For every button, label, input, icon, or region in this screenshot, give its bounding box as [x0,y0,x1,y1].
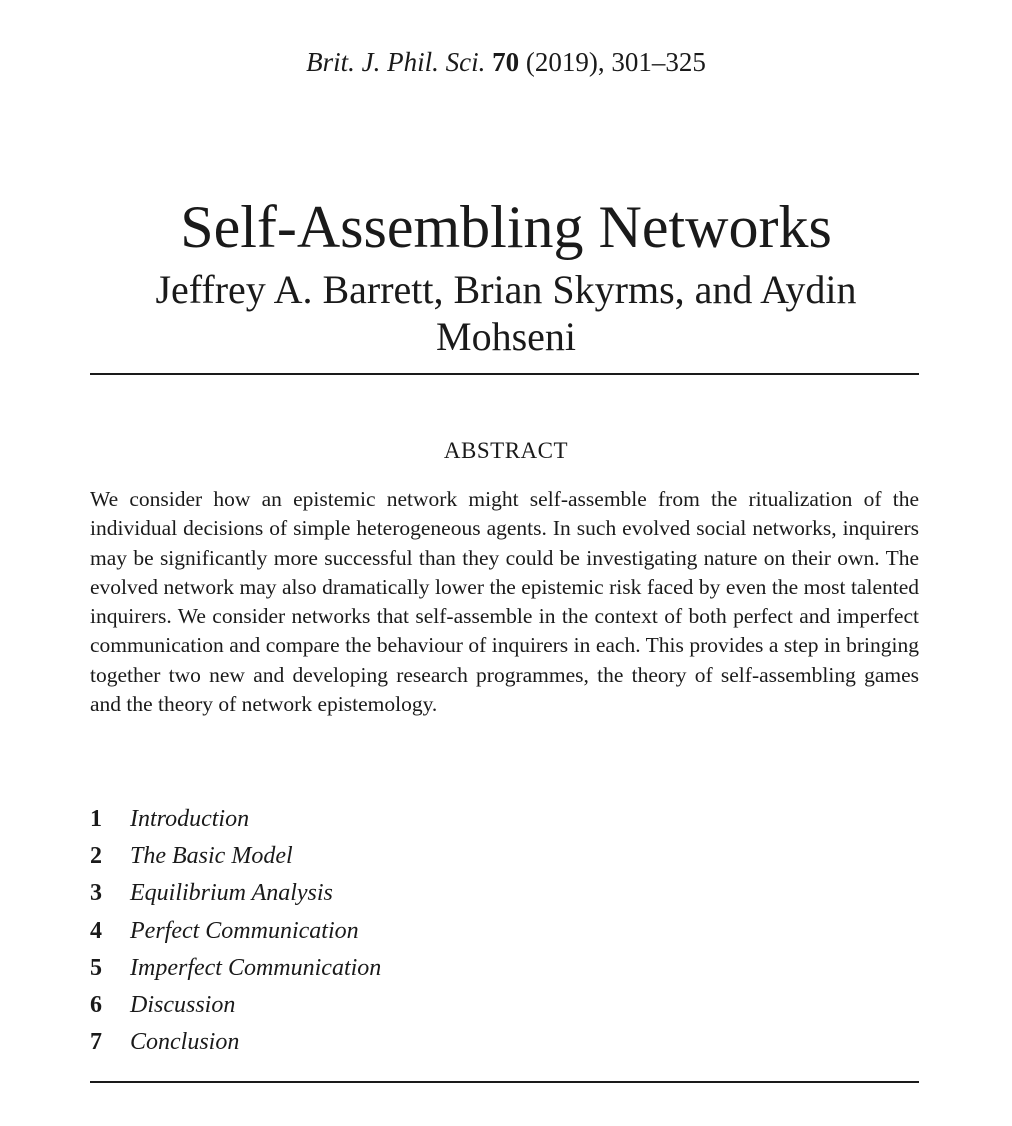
journal-name: Brit. J. Phil. Sci. [306,47,486,77]
toc-number: 6 [90,991,102,1018]
toc-title: Introduction [130,806,250,832]
abstract-body: We consider how an epistemic network might self-assemble from the ritualization of the individual decisions of simple heterogeneous agents. In such evolved social networks, inquirers may be significantly more successful than they could be investigating nature on their own. The evolved network may also dramatically lower the epistemic risk faced by even the most talented inquirers. We consider networks that self-assemble in the context of both perfect and imperfect communication and compare the behaviour of inquirers in each. This provides a step in bringing together two new and developing research programmes, the theory of self-assembling games and the theory of network epistemology. [90,487,919,717]
toc-item [90,877,919,914]
toc-item [90,989,919,1026]
toc-item [90,1026,919,1063]
footer-divider [90,1081,919,1083]
paper-authors: Jeffrey A. Barrett, Brian Skyrms, and Aydin Mohseni [155,267,857,359]
journal-volume: 70 [492,47,520,77]
journal-year-pages: (2019), 301–325 [519,47,706,77]
toc-title: Equilibrium Analysis [130,880,333,907]
toc-item [90,840,919,877]
header-divider [90,373,919,375]
toc-item [90,803,919,840]
toc-title: Perfect Communication [130,917,359,944]
toc-title: Conclusion [130,1029,240,1056]
toc-number: 7 [90,1029,102,1056]
journal-citation [0,44,1012,80]
toc-title: The Basic Model [130,843,293,870]
toc-item [90,952,919,989]
toc-item [90,915,919,952]
toc-number: 1 [90,806,102,832]
toc-number: 4 [90,917,102,944]
table-of-contents [90,803,919,1063]
paper-title: Self-Assembling Networks [180,194,832,260]
toc-title: Discussion [130,991,236,1018]
abstract-heading: ABSTRACT [443,438,569,463]
toc-number: 3 [90,880,102,907]
toc-number: 5 [90,954,102,981]
toc-number: 2 [90,843,102,870]
toc-title: Imperfect Communication [130,954,382,981]
